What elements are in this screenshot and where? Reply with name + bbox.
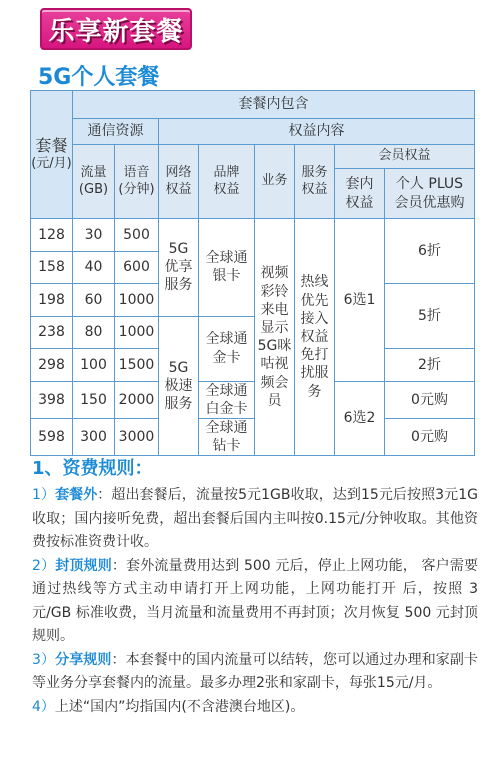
- plus-60: 6折: [385, 219, 475, 284]
- header-service-biz: 业务: [255, 145, 295, 219]
- header-included: 套餐内包含: [73, 91, 475, 119]
- banner: [40, 8, 192, 50]
- plan-table: [30, 90, 475, 456]
- header-brand: 品牌 权益: [199, 145, 255, 219]
- network-benefit-a: 5G 优享 服务: [159, 219, 199, 317]
- header-plus: 个人 PLUS 会员优惠购: [385, 169, 475, 219]
- header-benefits: 权益内容: [159, 119, 475, 145]
- header-voice: 语音 (分钟): [115, 145, 159, 219]
- biz-benefit: 视频 彩铃 来电 显示 5G咪 咕视 频会 员: [255, 219, 295, 456]
- header-plan: 套餐 (元/月): [31, 91, 73, 219]
- network-benefit-b: 5G 极速 服务: [159, 316, 199, 456]
- brand-platinum: 全球通 白金卡: [199, 381, 255, 418]
- rule-item: 3）分享规则：本套餐中的国内流量可以结转，您可以通过办理和家副卡等业务分享套餐内的流量。最多办理2张和家副卡，每张15元/月。: [32, 651, 478, 691]
- rule-item: 4）上述“国内”均指国内(不含港澳台地区)。: [32, 698, 305, 715]
- brand-gold: 全球通 金卡: [199, 316, 255, 381]
- service-benefit: 热线 优先 接入 权益 免打 扰服 务: [295, 219, 335, 456]
- plus-0b: 0元购: [385, 418, 475, 455]
- rule-item: 2）封顶规则：套外流量费用达到 500 元后，停止上网功能， 客户需要通过热线等方式主动申请打开上网功能，上网功能打开 后，按照 3 元/GB 标准收费，当月流量和流量费用不再封顶；次月恢复 500 元封顶规则。: [32, 557, 478, 644]
- section-title: 5G个人套餐: [38, 65, 160, 90]
- plus-50: 5折: [385, 284, 475, 349]
- in-plan-b: 6选2: [335, 381, 385, 456]
- table-row: 128 30 500 5G 优享 服务 全球通 银卡 视频 彩铃 来电 显示 5G咪 咕视 频会 员 热线 优先 接入 权益 免打 扰服 务 6选1 6折: [31, 219, 475, 252]
- brand-silver: 全球通 银卡: [199, 219, 255, 317]
- header-data: 流量 (GB): [73, 145, 115, 219]
- rule-item: 1）套餐外：超出套餐后，流量按5元1GB收取，达到15元后按照3元1G收取；国内接听免费，超出套餐后国内主叫按0.15元/分钟收取。其他资费按标准资费计收。: [32, 487, 478, 550]
- in-plan-a: 6选1: [335, 219, 385, 382]
- rules-title: 1、资费规则：: [32, 458, 153, 479]
- plus-0a: 0元购: [385, 381, 475, 418]
- table-row: 298 100 1500 2折: [31, 349, 475, 382]
- plus-20: 2折: [385, 349, 475, 382]
- table-row: 238 80 1000 5G 极速 服务 全球通 金卡: [31, 316, 475, 349]
- table-row: 598 300 3000 全球通 钻卡 0元购: [31, 418, 475, 455]
- header-in-plan: 套内 权益: [335, 169, 385, 219]
- banner-title: 乐享新套餐: [48, 16, 184, 47]
- rules-list: [32, 484, 478, 719]
- table-row: 158 40 600: [31, 251, 475, 284]
- header-comm-resources: 通信资源: [73, 119, 159, 145]
- header-network: 网络 权益: [159, 145, 199, 219]
- brand-diamond: 全球通 钻卡: [199, 418, 255, 455]
- table-row: 198 60 1000 5折: [31, 284, 475, 317]
- header-member: 会员权益: [335, 145, 475, 169]
- table-row: 398 150 2000 全球通 白金卡 6选2 0元购: [31, 381, 475, 418]
- header-service: 服务 权益: [295, 145, 335, 219]
